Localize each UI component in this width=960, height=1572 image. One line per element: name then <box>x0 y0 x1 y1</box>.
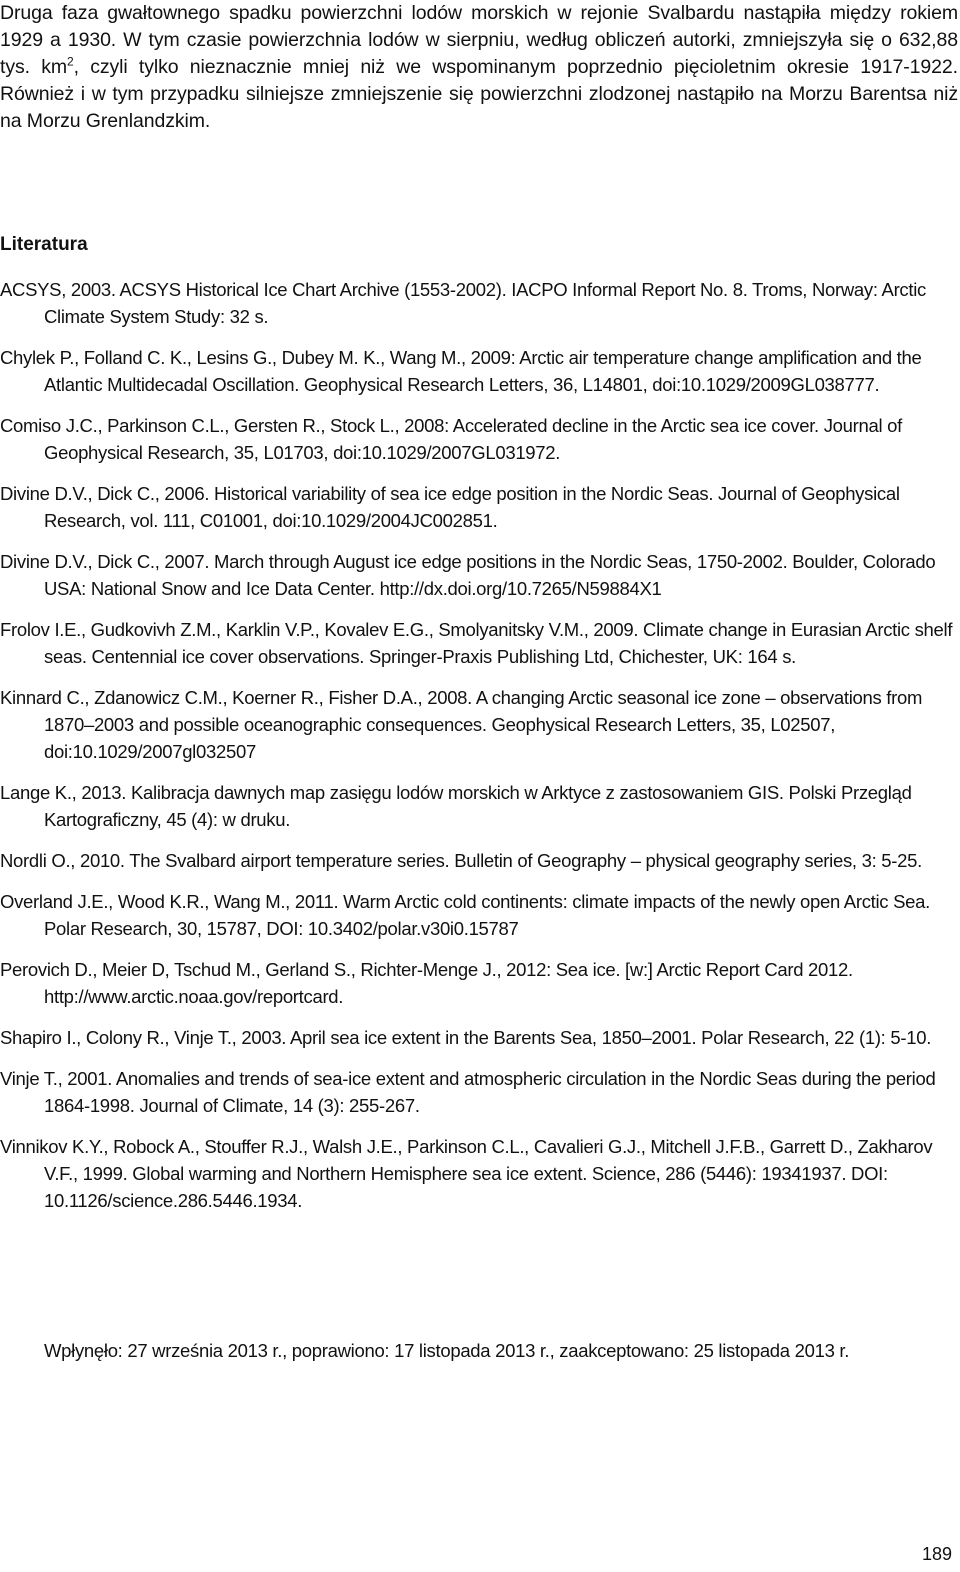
reference-item: Vinnikov K.Y., Robock A., Stouffer R.J., Walsh J.E., Parkinson C.L., Cavalieri G.J., Mitchell J.F.B., Garrett D., Zakharov V.F., 1999. Global warming and Northern Hemisphere sea ice extent. Science, 286 (5446): 19341937. DOI: 10.1126/science.286.5446.1934. <box>0 1136 933 1211</box>
reference-item: Perovich D., Meier D, Tschud M., Gerland S., Richter-Menge J., 2012: Sea ice. [w:] Arctic Report Card 2012. http://www.arctic.noaa.gov/reportcard. <box>0 959 853 1007</box>
reference-item: Divine D.V., Dick C., 2007. March through August ice edge positions in the Nordic Seas, 1750-2002. Boulder, Colorado USA: National Snow and Ice Data Center. http://dx.doi.org/10.7265/N59884X1 <box>0 551 936 599</box>
section-heading: Literatura <box>0 234 88 255</box>
reference-item: Chylek P., Folland C. K., Lesins G., Dubey M. K., Wang M., 2009: Arctic air temperature change amplification and the Atlantic Multidecadal Oscillation. Geophysical Research Letters, 36, L14801, doi:10.1029/2009GL038777. <box>0 347 922 395</box>
page-number: 189 <box>921 1544 952 1564</box>
reference-item: Shapiro I., Colony R., Vinje T., 2003. April sea ice extent in the Barents Sea, 1850–2001. Polar Research, 22 (1): 5-10. <box>0 1027 932 1048</box>
reference-item: Vinje T., 2001. Anomalies and trends of sea-ice extent and atmospheric circulation in the Nordic Seas during the period 1864-1998. Journal of Climate, 14 (3): 255-267. <box>0 1068 936 1116</box>
reference-item: Lange K., 2013. Kalibracja dawnych map zasięgu lodów morskich w Arktyce z zastosowaniem GIS. Polski Przegląd Kartograficzny, 45 (4): w druku. <box>0 782 912 830</box>
superscript-2: 2 <box>67 54 74 69</box>
reference-item: Divine D.V., Dick C., 2006. Historical variability of sea ice edge position in the Nordic Seas. Journal of Geophysical Research, vol. 111, C01001, doi:10.1029/2004JC002851. <box>0 483 900 531</box>
submission-dates: Wpłynęło: 27 września 2013 r., poprawiono: 17 listopada 2013 r., zaakceptowano: 25 listopada 2013 r. <box>44 1340 850 1361</box>
intro-text-part2: , czyli tylko nieznacznie mniej niż we wspominanym poprzednio pięcioletnim okresie 1917-1922. Również i w tym przypadku silniejsze zmniejszenie się powierzchni zlodzonej nastąpiło na Morzu Barentsa niż na Morzu Grenlandzkim. <box>0 56 958 132</box>
intro-paragraph <box>0 0 958 135</box>
intro-text-part1: Druga faza gwałtownego spadku powierzchni lodów morskich w rejonie Svalbardu nastąpiła między rokiem 1929 a 1930. W tym czasie powierzchnia lodów w sierpniu, według obliczeń autorki, zmniejszyła się o 632,88 tys. km <box>0 2 958 78</box>
reference-item: Comiso J.C., Parkinson C.L., Gersten R., Stock L., 2008: Accelerated decline in the Arctic sea ice cover. Journal of Geophysical Research, 35, L01703, doi:10.1029/2007GL031972. <box>0 415 902 463</box>
reference-item: Overland J.E., Wood K.R., Wang M., 2011. Warm Arctic cold continents: climate impacts of the newly open Arctic Sea. Polar Research, 30, 15787, DOI: 10.3402/polar.v30i0.15787 <box>0 891 930 939</box>
reference-item: Frolov I.E., Gudkovivh Z.M., Karklin V.P., Kovalev E.G., Smolyanitsky V.M., 2009. Climate change in Eurasian Arctic shelf seas. Centennial ice cover observations. Springer-Praxis Publishing Ltd, Chichester, UK: 164 s. <box>0 619 953 667</box>
reference-item: ACSYS, 2003. ACSYS Historical Ice Chart Archive (1553-2002). IACPO Informal Report No. 8. Troms, Norway: Arctic Climate System Study: 32 s. <box>0 279 926 327</box>
references-list <box>0 276 955 1228</box>
reference-item: Kinnard C., Zdanowicz C.M., Koerner R., Fisher D.A., 2008. A changing Arctic seasonal ice zone – observations from 1870–2003 and possible oceanographic consequences. Geophysical Research Letters, 35, L02507, doi:10.1029/2007gl032507 <box>0 687 923 762</box>
reference-item: Nordli O., 2010. The Svalbard airport temperature series. Bulletin of Geography – physical geography series, 3: 5-25. <box>0 850 922 871</box>
